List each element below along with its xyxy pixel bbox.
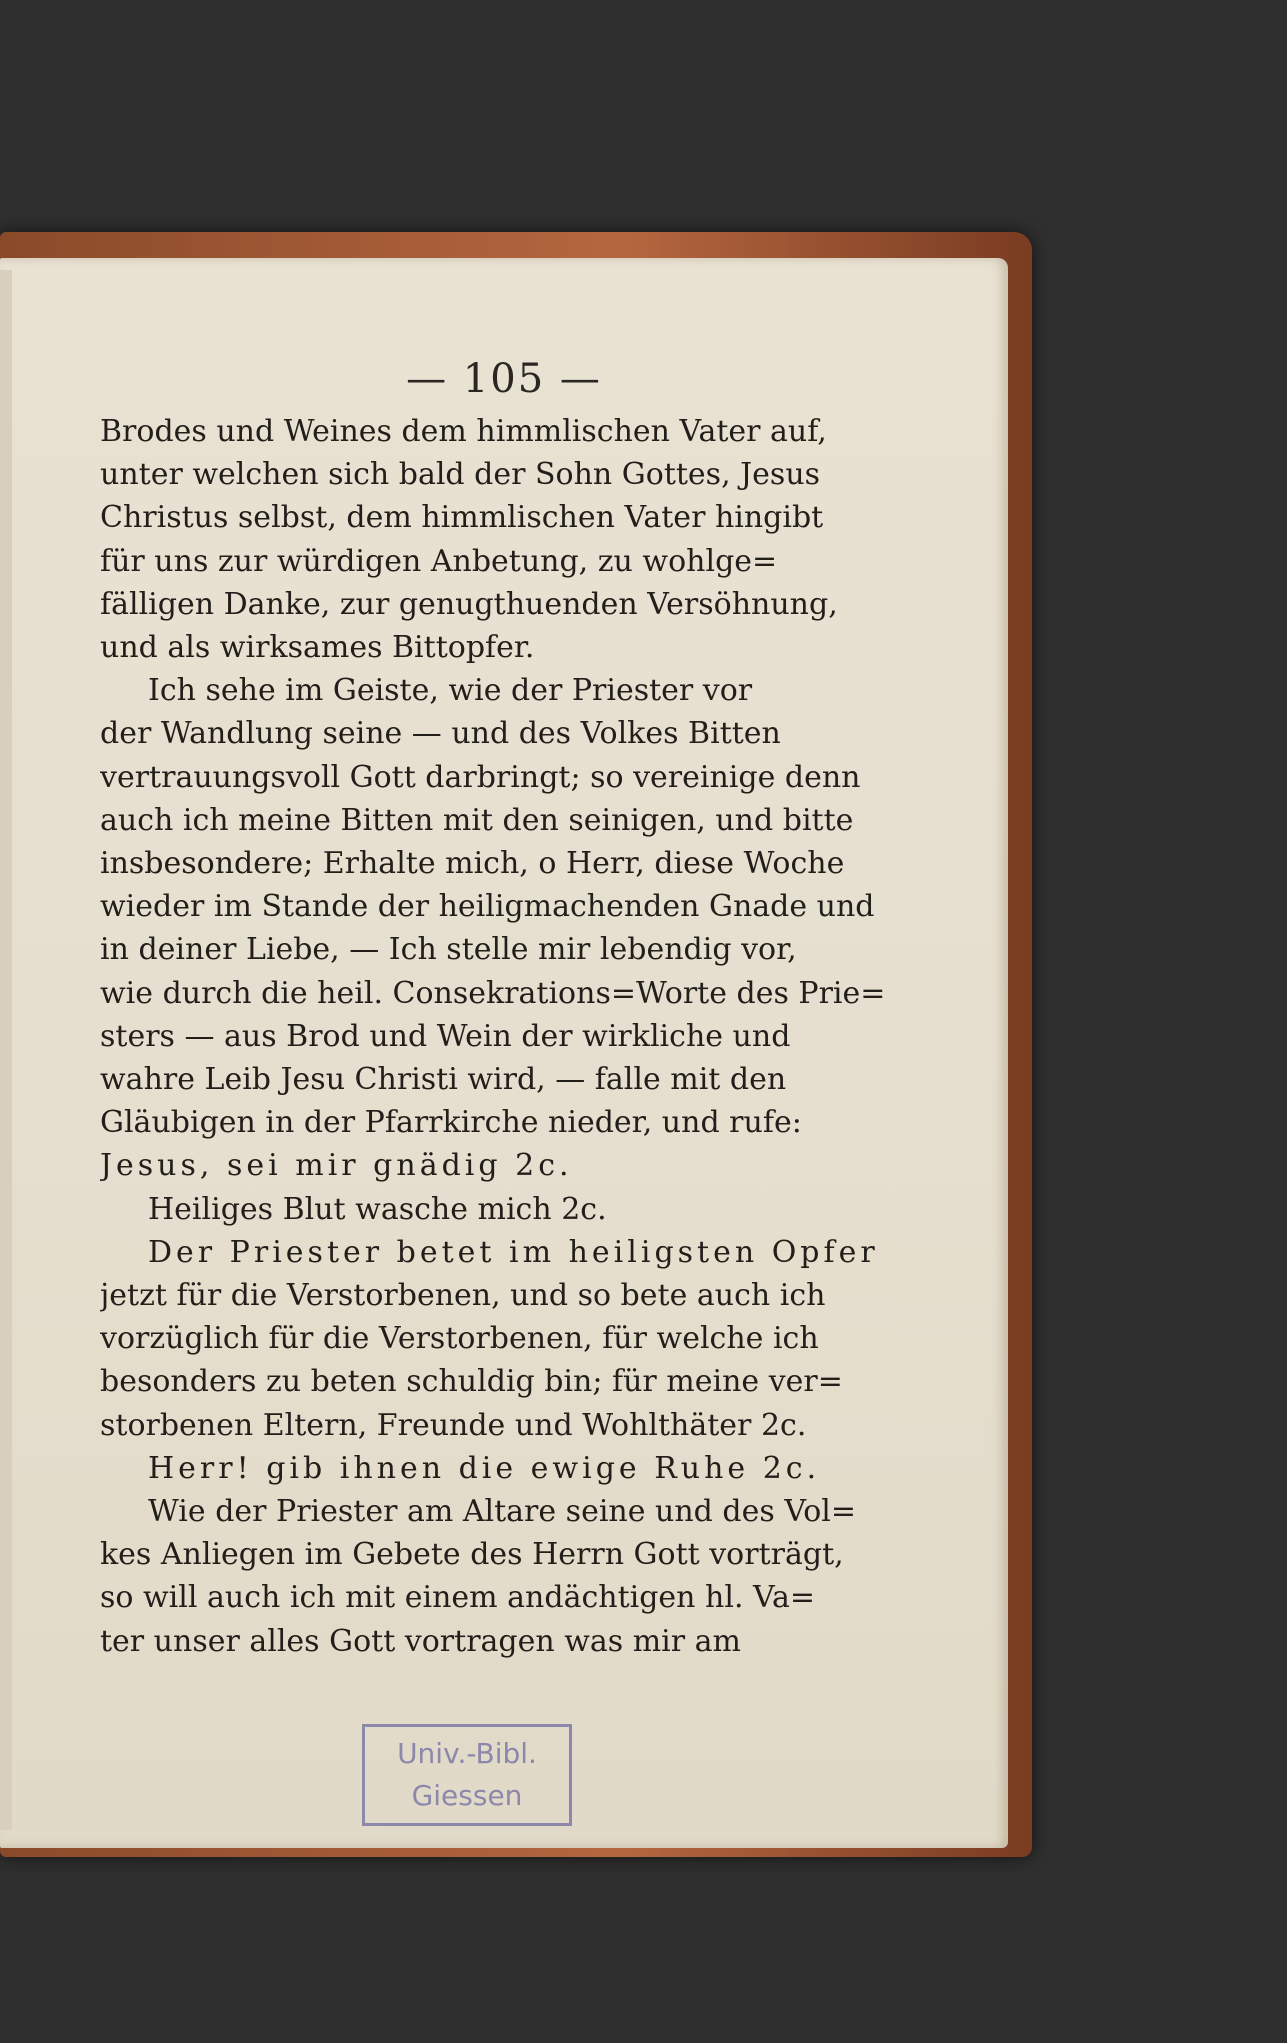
text-line: Brodes und Weines dem himmlischen Vater auf, [100,414,827,449]
text-line: vertrauungsvoll Gott darbringt; so vereinige denn [100,759,861,795]
text-line: fälligen Danke, zur genugthuenden Versöhnung, [100,586,838,622]
text-line: Herr! gib ihnen die ewige Ruhe 2c. [148,1450,821,1486]
text-line: Der Priester betet im heiligsten Opfer [148,1234,879,1270]
text-line: wie durch die heil. Consekrations=Worte des Prie= [100,975,886,1011]
text-line: Jesus, sei mir gnädig 2c. [100,1148,573,1184]
text-line: sters — aus Brod und Wein der wirkliche und [100,1018,791,1054]
page-number: — 105 — [406,356,602,402]
text-line: so will auch ich mit einem andächtigen hl. Va= [100,1580,815,1616]
text-line: vorzüglich für die Verstorbenen, für welche ich [100,1321,819,1357]
text-line: auch ich meine Bitten mit den seinigen, und bitte [100,802,854,838]
text-line: jetzt für die Verstorbenen, und so bete auch ich [100,1278,826,1314]
body-text [100,410,905,1663]
stamp-line: Univ.-Bibl. [397,1737,537,1770]
text-line: für uns zur würdigen Anbetung, zu wohlge= [100,543,778,579]
text-line: wahre Leib Jesu Christi wird, — falle mit den [100,1062,787,1098]
text-line: Wie der Priester am Altare seine und des Vol= [148,1494,857,1530]
library-stamp [362,1724,572,1826]
text-line: wieder im Stande der heiligmachenden Gnade und [100,889,875,925]
text-line: Christus selbst, dem himmlischen Vater hingibt [100,500,824,536]
facing-page-edge [0,270,12,1830]
text-line: in deiner Liebe, — Ich stelle mir lebendig vor, [100,932,797,968]
stamp-line: Giessen [411,1779,523,1812]
text-line: Heiliges Blut wasche mich 2c. [148,1191,607,1227]
text-line: storbenen Eltern, Freunde und Wohlthäter 2c. [100,1407,807,1443]
text-line: Gläubigen in der Pfarrkirche nieder, und rufe: [100,1105,802,1141]
text-line: Ich sehe im Geiste, wie der Priester vor [148,673,753,709]
text-line: und als wirksames Bittopfer. [100,630,535,666]
text-line: der Wandlung seine — und des Volkes Bitten [100,716,781,752]
text-line: besonders zu beten schuldig bin; für meine ver= [100,1364,843,1400]
text-line: unter welchen sich bald der Sohn Gottes, Jesus [100,457,821,493]
text-line: insbesondere; Erhalte mich, o Herr, diese Woche [100,846,845,882]
text-line: ter unser alles Gott vortragen was mir am [100,1623,741,1659]
text-line: kes Anliegen im Gebete des Herrn Gott vorträgt, [100,1537,844,1573]
